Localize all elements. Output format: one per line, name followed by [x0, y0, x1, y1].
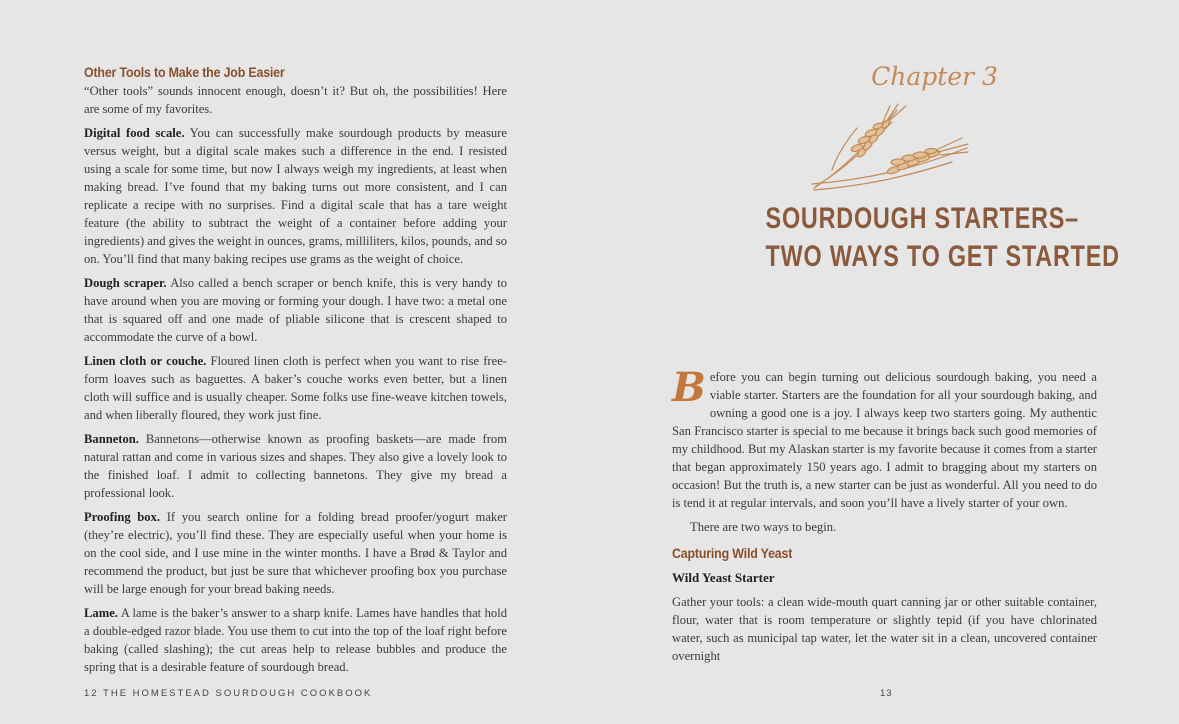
tool-description: If you search online for a folding bread proofer/yogurt maker (they’re electric), you’ll find these. They are especially useful when your home is on the cool side, and I use mine in the winter months. I have a Brød & Taylor and recommend the product, but just be sure that whichever proofing box you purchase will be large enough for your bread baking needs.: [84, 510, 507, 596]
tool-description: You can successfully make sourdough products by measure versus weight, but a digital scale makes such a difference in the end. I resisted using a scale for some time, but now I always weigh my ingredients, at least when making bread. I’ve found that my baking turns out more consistent, and I can replicate a recipe with no surprises. Find a digital scale that has a tare weight feature (the ability to subtract the weight of a container before adding your ingredients) and gives the weight in ounces, grams, milliliters, kilos, pounds, and so on. You’ll find that many baking recipes use grams as the weight of choice.: [84, 126, 507, 266]
tool-description: Bannetons—otherwise known as proofing baskets—are made from natural rattan and come in various sizes and shapes. They also give a lovely look to the finished loaf. I admit to collecting bannetons. They give my bread a professional look.: [84, 432, 507, 500]
tool-item-banneton: [84, 430, 507, 502]
tool-description: A lame is the baker’s answer to a sharp knife. Lames have handles that hold a double-edged razor blade. You use them to cut into the top of the loaf right before baking (called slashing); the cut areas help to release bubbles and produce the spring that is a desirable feature of sourdough bread.: [84, 606, 507, 674]
tool-term: Lame.: [84, 606, 118, 620]
tool-term: Linen cloth or couche.: [84, 354, 207, 368]
section-heading: Other Tools to Make the Job Easier: [84, 65, 285, 80]
tool-description: Floured linen cloth is perfect when you want to rise free-form loaves such as baguettes. A baker’s couche works even better, but a linen cloth will suffice and is usually cheaper. Some folks use fine-weave kitchen towels, and when liberally floured, they work just fine.: [84, 354, 507, 422]
tool-term: Dough scraper.: [84, 276, 167, 290]
chapter-title-line-2: TWO WAYS TO GET STARTED: [765, 240, 1120, 273]
drop-cap: B: [672, 364, 706, 411]
chapter-title-line-1: SOURDOUGH STARTERS–: [765, 202, 1079, 235]
tool-term: Proofing box.: [84, 510, 161, 524]
chapter-label: Chapter 3: [871, 62, 998, 91]
section-heading: Capturing Wild Yeast: [672, 546, 793, 561]
intro-paragraph: [672, 364, 1097, 512]
tool-item-linen-cloth: [84, 352, 507, 424]
subheading: Wild Yeast Starter: [672, 570, 775, 585]
tool-item-proofing-box: [84, 508, 507, 598]
tool-item-digital-scale: [84, 124, 507, 268]
intro-paragraph: “Other tools” sounds innocent enough, doesn’t it? But oh, the possibilities! Here are some of my favorites.: [84, 84, 507, 116]
page-number: 13: [880, 688, 893, 699]
left-page-body: [84, 82, 507, 682]
chapter-intro: [672, 364, 1097, 542]
body-paragraph: Gather your tools: a clean wide-mouth quart canning jar or other suitable container, flour, water that is room temperature or slightly tepid (if you have chlorinated water, such as municipal tap water, let the water sit in a clean, uncovered container overnight: [672, 595, 1097, 663]
tool-term: Banneton.: [84, 432, 139, 446]
transition-paragraph: There are two ways to begin.: [690, 520, 837, 534]
intro-text: efore you can begin turning out delicious sourdough baking, you need a viable starter. Starters are the foundation for all your sourdough baking, and owning a good one is a joy. I always keep two starters going. My authentic San Francisco starter is special to me because it brings back such good memories of my childhood. But my Alaskan starter is my favorite because it comes from a starter that began approximately 150 years ago. I admit to bragging about my starters on occasion! But the truth is, a new starter can be just as wonderful. All you need to do is tend it at regular intervals, and soon you’ll have a lively starter of your own.: [672, 370, 1097, 510]
right-page-body: [672, 593, 1097, 671]
chapter-title: [719, 200, 1120, 276]
left-page: [84, 0, 507, 724]
wheat-stalks-icon: [802, 100, 972, 195]
tool-term: Digital food scale.: [84, 126, 185, 140]
right-page: [672, 0, 1120, 724]
tool-item-dough-scraper: [84, 274, 507, 346]
running-footer: 12 THE HOMESTEAD SOURDOUGH COOKBOOK: [84, 688, 373, 699]
tool-description: Also called a bench scraper or bench knife, this is very handy to have around when you are moving or forming your dough. I have two: a metal one that is squared off and one made of pliable silicone that is crescent shaped to accommodate the curve of a bowl.: [84, 276, 507, 344]
tool-item-lame: [84, 604, 507, 676]
